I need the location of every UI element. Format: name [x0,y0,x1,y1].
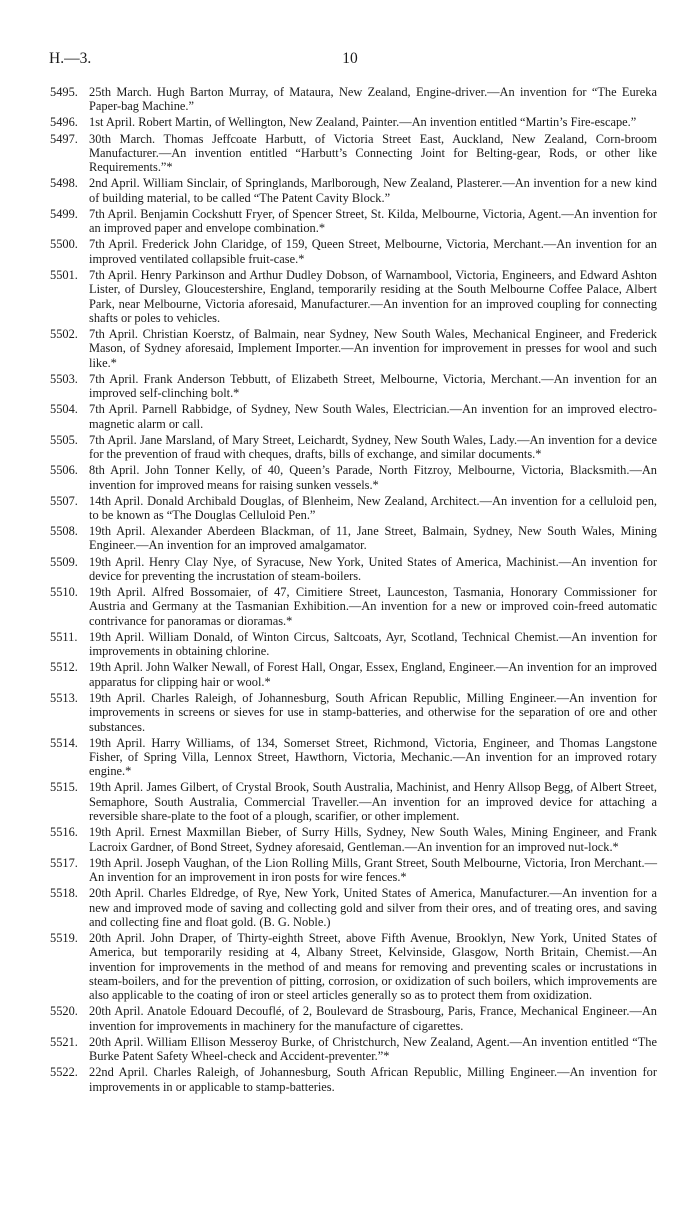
entry-number: 5507. [50,493,78,508]
patent-entry [0,115,700,129]
patent-entry [0,856,700,885]
entry-number: 5504. [50,402,78,417]
entry-number: 5500. [50,237,78,252]
patent-entry [0,1004,700,1033]
patent-entry [0,660,700,689]
entry-text: 19th April. John Walker Newall, of Forest Hall, Ongar, Essex, England, Engineer.—An invention for an improved apparatus for clipping hair or wool.* [89,660,657,689]
patent-entry [0,555,700,584]
patent-entry [0,736,700,779]
entry-number: 5522. [50,1065,78,1080]
patent-entry [0,494,700,523]
page-number: 10 [342,50,358,67]
entry-number: 5511. [50,629,78,644]
entry-number: 5514. [50,735,78,750]
patent-entries-list [0,85,700,1096]
entry-text: 19th April. Ernest Maxmillan Bieber, of Surry Hills, Sydney, New South Wales, Mining Engineer, and Frank Lacroix Gardner, of Bond Street, Sydney aforesaid, Gentleman.—An invention for an improved nut-lock.* [89,825,657,854]
entry-text: 20th April. William Ellison Messeroy Burke, of Christchurch, New Zealand, Agent.—An invention entitled “The Burke Patent Safety Wheel-check and Accident-preventer.”* [89,1034,657,1064]
entry-text: 19th April. William Donald, of Winton Circus, Saltcoats, Ayr, Scotland, Technical Chemist.—An invention for improvements in obtaining chlorine. [89,629,657,659]
entry-text: 22nd April. Charles Raleigh, of Johannesburg, South African Republic, Milling Engineer.—An invention for improvements in or applicable to stamp-batteries. [89,1065,657,1094]
entry-number: 5512. [50,660,78,675]
entry-number: 5509. [50,554,78,569]
entry-text: 20th April. Anatole Edouard Decouflé, of 2, Boulevard de Strasbourg, Paris, France, Mechanical Engineer.—An invention for improvements in machinery for the manufacture of cigarettes. [89,1004,657,1033]
entry-text: 14th April. Donald Archibald Douglas, of Blenheim, New Zealand, Architect.—An invention for a celluloid pen, to be known as “The Douglas Celluloid Pen.” [89,493,657,522]
patent-entry [0,524,700,553]
entry-text: 19th April. Alexander Aberdeen Blackman, of 11, Jane Street, Balmain, Sydney, New South Wales, Mining Engineer.—An invention for an improved amalgamator. [89,524,657,553]
entry-number: 5505. [50,432,78,447]
entry-text: 19th April. Henry Clay Nye, of Syracuse, New York, United States of America, Machinist.—An invention for device for preventing the incrustation of steam-boilers. [89,554,657,583]
patent-entry [0,886,700,929]
patent-entry [0,433,700,462]
entry-number: 5496. [50,115,78,130]
patent-entry [0,85,700,114]
patent-entry [0,825,700,854]
patent-entry [0,463,700,492]
patent-entry [0,327,700,370]
patent-entry [0,207,700,236]
entry-text: 7th April. Henry Parkinson and Arthur Dudley Dobson, of Warnambool, Victoria, Engineers, and Edward Ashton Lister, of Dursley, Gloucestershire, England, temporarily residing at the South Melbourne Coffee Palace, Albert Park, near Melbourne, Victoria aforesaid, Manufacturer.—An invention for an improved coupling for connecting shafts or poles to vehicles. [89,267,657,325]
entry-text: 19th April. Joseph Vaughan, of the Lion Rolling Mills, Grant Street, South Melbourne, Victoria, Iron Merchant.—An invention for an improvement in iron posts for wire fences.* [89,855,657,885]
entry-text: 1st April. Robert Martin, of Wellington, New Zealand, Painter.—An invention entitled “Martin’s Fire-escape.” [89,115,637,130]
patent-entry [0,691,700,734]
entry-number: 5502. [50,326,78,341]
patent-entry [0,1035,700,1064]
entry-text: 7th April. Christian Koerstz, of Balmain, near Sydney, New South Wales, Mechanical Engineer, and Frederick Mason, of Sydney aforesaid, Implement Importer.—An invention for improvement in presses for wool and such like.* [89,326,657,370]
entry-text: 8th April. John Tonner Kelly, of 40, Queen’s Parade, North Fitzroy, Melbourne, Victoria, Blacksmith.—An invention for improved means for raising sunken vessels.* [89,463,657,492]
entry-number: 5501. [50,267,78,282]
entry-text: 19th April. Alfred Bossomaier, of 47, Cimitiere Street, Launceston, Tasmania, Honorary Commissioner for Austria and Germany at the Tasmanian Exhibition.—An invention for a new or improved coin-freed automatic contrivance for panoramas or dioramas.* [89,585,657,628]
patent-entry [0,132,700,175]
entry-number: 5510. [50,585,78,600]
entry-number: 5495. [50,85,78,99]
entry-number: 5498. [50,176,78,191]
entry-number: 5515. [50,780,78,795]
patent-entry [0,268,700,325]
patent-entry [0,630,700,659]
entry-text: 19th April. James Gilbert, of Crystal Brook, South Australia, Machinist, and Henry Allsop Begg, of Albert Street, Semaphore, South Australia, Commercial Traveller.—An invention for an improved device for attaching a reversible share-plate to the foot of a plough, scarifier, or other implement. [89,780,657,824]
entry-number: 5508. [50,524,78,539]
entry-text: 20th April. John Draper, of Thirty-eighth Street, above Fifth Avenue, Brooklyn, New York, United States of America, but temporarily residing at 4, Albany Street, Kelvinside, Glasgow, North Britain, Chemist.—An invention for improvements in the method of and means for removing and preventing scales or incrustations in steam-boilers, and for the prevention of pitting, corrosion, or oxidization of such boilers, which improvements are also applicable to the coating of iron or steel articles generally so as to protect them from oxidization. [89,931,657,1003]
entry-number: 5520. [50,1004,78,1019]
entry-number: 5521. [50,1034,78,1049]
entry-number: 5513. [50,690,78,705]
entry-text: 20th April. Charles Eldredge, of Rye, New York, United States of America, Manufacturer.—An invention for a new and improved mode of saving and collecting gold and silver from their ores, and of treating ores, and saving and collecting fine and float gold. (B. G. Noble.) [89,886,657,929]
patent-entry [0,372,700,401]
entry-text: 7th April. Frank Anderson Tebbutt, of Elizabeth Street, Melbourne, Victoria, Merchant.—An invention for an improved self-clinching bolt.* [89,371,657,401]
document-reference: H.—3. [49,50,92,67]
entry-text: 2nd April. William Sinclair, of Springlands, Marlborough, New Zealand, Plasterer.—An invention for a new kind of building material, to be called “The Patent Cavity Block.” [89,176,657,205]
entry-text: 19th April. Harry Williams, of 134, Somerset Street, Richmond, Victoria, Engineer, and Thomas Langstone Fisher, of Spring Villa, Lennox Street, Hawthorn, Victoria, Mechanic.—An invention for an improved rotary engine.* [89,735,657,779]
entry-number: 5518. [50,886,78,901]
entry-number: 5499. [50,206,78,221]
entry-text: 30th March. Thomas Jeffcoate Harbutt, of Victoria Street East, Auckland, New Zealand, Corn-broom Manufacturer.—An invention entitled “Harbutt’s Connecting Joint for Belting-gear, Rods, or other like Requirements.”* [89,131,657,175]
entry-number: 5519. [50,931,78,945]
patent-entry [0,1065,700,1094]
patent-entry [0,237,700,266]
patent-entry [0,780,700,823]
entry-text: 25th March. Hugh Barton Murray, of Mataura, New Zealand, Engine-driver.—An invention for “The Eureka Paper-bag Machine.” [89,85,657,114]
entry-number: 5503. [50,371,78,386]
entry-text: 7th April. Benjamin Cockshutt Fryer, of Spencer Street, St. Kilda, Melbourne, Victoria, Agent.—An invention for an improved paper and envelope combination.* [89,206,657,236]
entry-number: 5516. [50,825,78,840]
entry-number: 5497. [50,131,78,146]
entry-number: 5517. [50,855,78,870]
entry-text: 7th April. Frederick John Claridge, of 159, Queen Street, Melbourne, Victoria, Merchant.—An invention for an improved ventilated collapsible fruit-case.* [89,237,657,266]
patent-entry [0,931,700,1002]
entry-text: 7th April. Jane Marsland, of Mary Street, Leichardt, Sydney, New South Wales, Lady.—An invention for a device for the prevention of fraud with cheques, drafts, bills of exchange, and similar documents.* [89,432,657,462]
patent-entry [0,585,700,628]
patent-entry [0,402,700,431]
entry-text: 7th April. Parnell Rabbidge, of Sydney, New South Wales, Electrician.—An invention for an improved electro-magnetic alarm or call. [89,402,657,431]
page-header [0,50,700,74]
entry-text: 19th April. Charles Raleigh, of Johannesburg, South African Republic, Milling Engineer.—An invention for improvements in screens or sieves for use in stamp-batteries, and otherwise for the separation of ore and other substances. [89,690,657,734]
entry-number: 5506. [50,463,78,478]
patent-entry [0,176,700,205]
